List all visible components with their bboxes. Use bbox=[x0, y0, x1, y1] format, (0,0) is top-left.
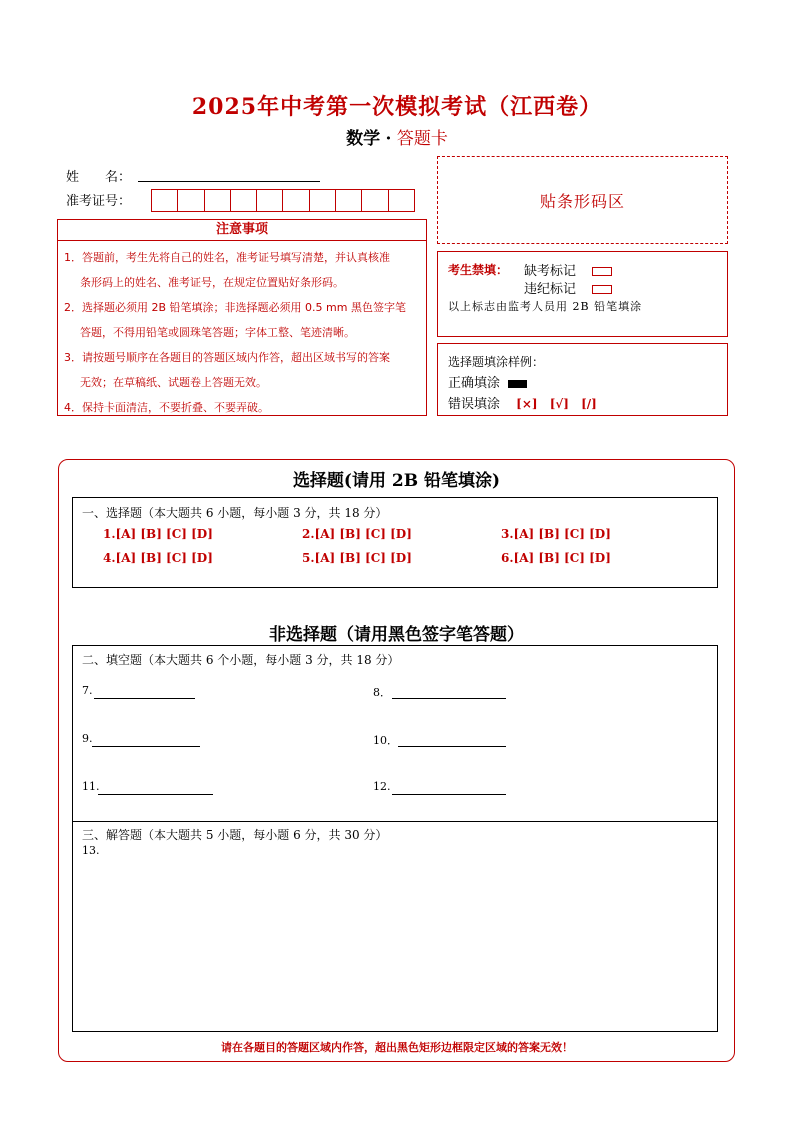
wrong-mark-cross: [×] bbox=[516, 397, 538, 411]
solve-answer-box[interactable] bbox=[72, 822, 718, 1032]
notice-line: 1．答题前，考生先将自己的姓名，准考证号填写清楚，并认真核准 bbox=[64, 251, 390, 264]
id-digit-cell[interactable] bbox=[336, 190, 362, 211]
fill-item-label: 11. bbox=[82, 780, 100, 793]
fill-section-note: 二、填空题（本大题共 6 个小题，每小题 3 分，共 18 分） bbox=[82, 653, 400, 667]
mc-section-title: 选择题(请用 2B 铅笔填涂) bbox=[292, 471, 501, 491]
id-label: 准考证号： bbox=[66, 194, 132, 209]
fill-answer-line[interactable] bbox=[92, 734, 200, 747]
nonmc-section-title: 非选择题（请用黑色签字笔答题） bbox=[269, 625, 524, 645]
proctor-marks-box bbox=[437, 251, 728, 337]
footer-warning: 请在各题目的答题区域内作答，超出黑色矩形边框限定区域的答案无效！ bbox=[221, 1041, 573, 1054]
page-subtitle bbox=[0, 124, 794, 149]
violation-mark-label: 违纪标记 bbox=[524, 278, 612, 297]
solve-section-note: 三、解答题（本大题共 5 小题，每小题 6 分，共 30 分） bbox=[82, 828, 388, 842]
barcode-area bbox=[437, 156, 728, 244]
fill-item-label: 8． bbox=[373, 686, 391, 699]
notice-heading: 注意事项 bbox=[57, 219, 427, 241]
solve-item-label: 13. bbox=[82, 844, 100, 857]
correct-example: 正确填涂 bbox=[448, 372, 527, 391]
fill-answer-line[interactable] bbox=[398, 734, 506, 747]
id-digit-cell[interactable] bbox=[205, 190, 231, 211]
mc-item[interactable]: 2.[A] [B] [C] [D] bbox=[302, 527, 412, 541]
fill-answer-line[interactable] bbox=[392, 686, 506, 699]
barcode-label: 贴条形码区 bbox=[539, 191, 625, 211]
id-digit-cell[interactable] bbox=[231, 190, 257, 211]
notice-box bbox=[57, 241, 427, 416]
fill-answer-line[interactable] bbox=[392, 782, 506, 795]
violation-mark-box[interactable] bbox=[592, 285, 612, 294]
mc-item[interactable]: 6.[A] [B] [C] [D] bbox=[501, 551, 611, 565]
fill-answer-line[interactable] bbox=[94, 686, 195, 699]
id-digit-cell[interactable] bbox=[389, 190, 414, 211]
id-digit-cell[interactable] bbox=[310, 190, 336, 211]
fill-item-label: 7. bbox=[82, 684, 93, 697]
notice-line: 2．选择题必须用 2B 铅笔填涂；非选择题必须用 0.5 mm 黑色签字笔 bbox=[64, 301, 406, 314]
mc-item[interactable]: 4.[A] [B] [C] [D] bbox=[103, 551, 213, 565]
id-digit-cell[interactable] bbox=[257, 190, 283, 211]
filled-mark-icon bbox=[508, 380, 527, 388]
fill-example-box bbox=[437, 343, 728, 416]
missing-mark-label: 缺考标记 bbox=[524, 260, 612, 279]
subtitle-dot: · bbox=[385, 129, 392, 149]
name-field[interactable] bbox=[138, 167, 320, 182]
wrong-mark-check: [√] bbox=[549, 397, 569, 411]
id-digit-cell[interactable] bbox=[283, 190, 309, 211]
fill-item-label: 10． bbox=[373, 734, 398, 747]
id-digit-cell[interactable] bbox=[362, 190, 388, 211]
fill-blank-box bbox=[72, 645, 718, 822]
wrong-example: 错误填涂 [×] [√] [/] bbox=[448, 397, 597, 412]
mc-item[interactable]: 5.[A] [B] [C] [D] bbox=[302, 551, 412, 565]
id-number-grid[interactable] bbox=[151, 189, 415, 212]
notice-line: 3．请按题号顺序在各题目的答题区域内作答，超出区域书写的答案 bbox=[64, 351, 390, 364]
mc-item[interactable]: 1.[A] [B] [C] [D] bbox=[103, 527, 213, 541]
fill-answer-line[interactable] bbox=[98, 782, 213, 795]
card-label: 答题卡 bbox=[396, 129, 448, 149]
mc-answer-box bbox=[72, 497, 718, 588]
subject-label: 数学 bbox=[346, 129, 381, 149]
missing-mark-box[interactable] bbox=[592, 267, 612, 276]
id-digit-cell[interactable] bbox=[178, 190, 204, 211]
page-title: 2025年中考第一次模拟考试（江西卷） bbox=[191, 94, 603, 120]
example-title: 选择题填涂样例： bbox=[448, 355, 545, 369]
fill-item-label: 12. bbox=[373, 780, 391, 793]
forbid-note: 以上标志由监考人员用 2B 铅笔填涂 bbox=[448, 300, 643, 313]
notice-line: 4．保持卡面清洁，不要折叠、不要弄破。 bbox=[64, 401, 269, 414]
mc-section-note: 一、选择题（本大题共 6 小题，每小题 3 分，共 18 分） bbox=[82, 506, 388, 520]
notice-line: 条形码上的姓名、准考证号，在规定位置贴好条形码。 bbox=[80, 276, 344, 289]
name-label: 姓 名： bbox=[66, 170, 132, 185]
id-digit-cell[interactable] bbox=[152, 190, 178, 211]
wrong-mark-slash: [/] bbox=[581, 397, 597, 411]
fill-item-label: 9. bbox=[82, 732, 93, 745]
notice-line: 无效；在草稿纸、试题卷上答题无效。 bbox=[80, 376, 267, 389]
notice-line: 答题，不得用铅笔或圆珠笔答题；字体工整、笔迹清晰。 bbox=[80, 326, 355, 339]
forbid-label: 考生禁填： bbox=[448, 263, 509, 277]
mc-item[interactable]: 3.[A] [B] [C] [D] bbox=[501, 527, 611, 541]
